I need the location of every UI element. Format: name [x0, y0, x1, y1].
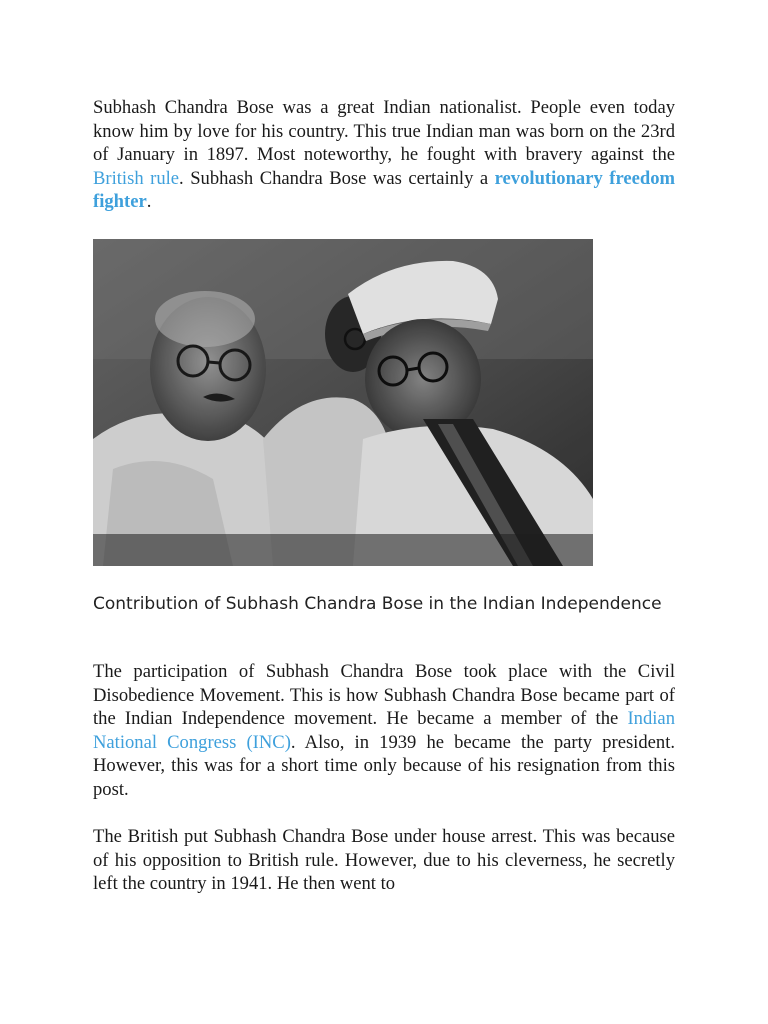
british-rule-link[interactable]: British rule: [93, 167, 180, 189]
historical-photo: [93, 239, 593, 566]
intro-text-b: . Subhash Chandra Bose was certainly a: [179, 167, 495, 189]
intro-text-a: Subhash Chandra Bose was a great Indian nationalist. People even today know him by love for his country. This true Indian man was born on the 23rd of January in 1897. Most noteworthy, he fought with bravery against the: [93, 97, 675, 166]
contribution-text-a: The participation of Subhash Chandra Bose took place with the Civil Disobedience Movement. This is how Subhash Chandra Bose became part of the Indian Independence movement. He became a member of the: [93, 661, 675, 730]
intro-paragraph: [93, 96, 675, 214]
contribution-text-b: . Also, in 1939 he became the party president. However, this was for a short time only because of his resignation from this post.: [93, 731, 676, 800]
freedom-fighter-link[interactable]: revolutionary freedom fighter: [93, 167, 675, 213]
section-heading: Contribution of Subhash Chandra Bose in the Indian Independence: [93, 594, 662, 614]
contribution-paragraph: [93, 660, 675, 802]
intro-text-c: .: [146, 191, 152, 213]
inc-link[interactable]: Indian National Congress (INC): [93, 708, 675, 753]
photo-illustration: [93, 239, 593, 566]
house-arrest-paragraph: The British put Subhash Chandra Bose under house arrest. This was because of his opposition to British rule. However, due to his cleverness, he secretly left the country in 1941. He then went to: [93, 826, 675, 895]
